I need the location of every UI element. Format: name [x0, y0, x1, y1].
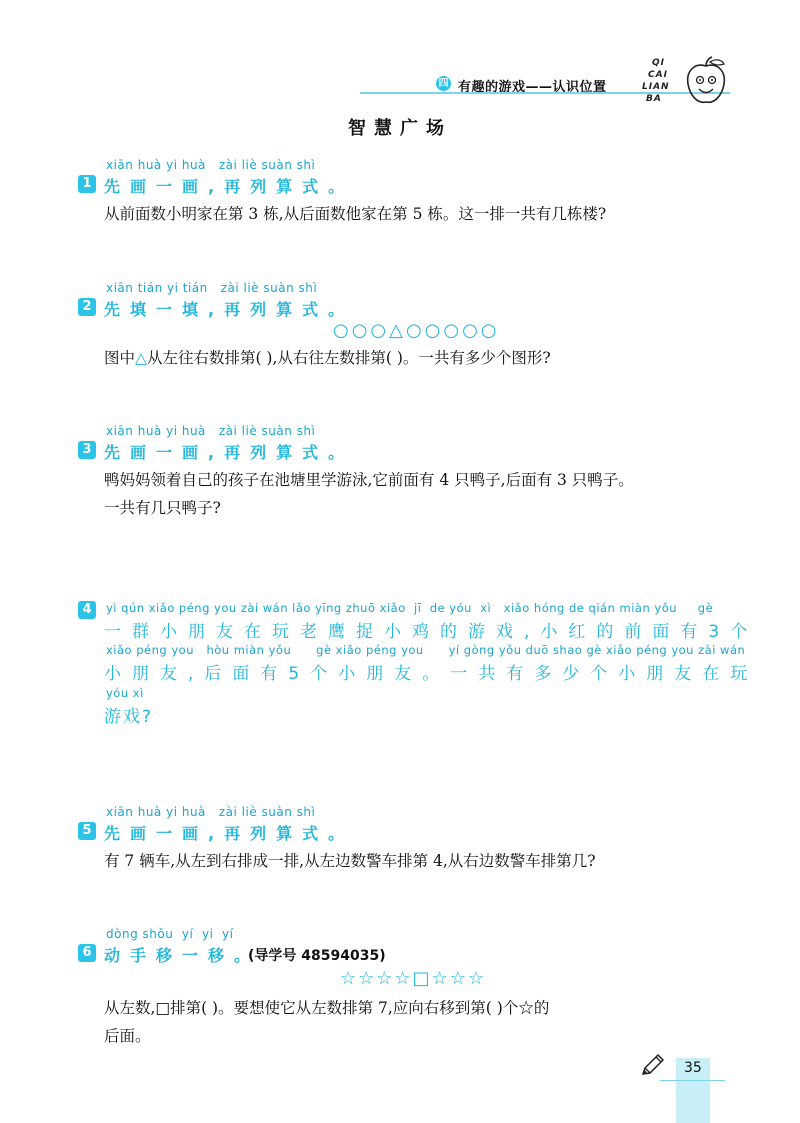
question-text: 一共有几只鸭子?	[104, 499, 221, 517]
logo	[640, 52, 730, 114]
logo-text-line: LIAN	[642, 82, 670, 92]
chapter-number-badge: 四	[436, 76, 451, 91]
question-text	[104, 346, 551, 368]
apple-mascot-icon	[684, 56, 728, 106]
question-number: 5	[78, 822, 96, 840]
question-number: 3	[78, 441, 96, 459]
question-text: 一群小朋友在玩老鹰捉小鸡的游戏,小红的前面有3个	[104, 622, 759, 642]
question-number: 1	[78, 175, 96, 193]
logo-text-line: QI	[652, 58, 665, 68]
question-text: 后面。	[104, 1027, 151, 1045]
pencil-icon	[640, 1052, 666, 1078]
page-number: 35	[684, 1060, 702, 1076]
pinyin-line: xiān huà yi huà zài liè suàn shì	[106, 805, 316, 819]
question-instruction: 先画一画,再列算式。	[104, 824, 355, 843]
question-instruction: 动手移一移。	[104, 946, 261, 965]
pinyin-line: dòng shǒu yí yi yí	[106, 927, 234, 941]
question-text: 游戏?	[104, 707, 154, 727]
question-text-part: 图中	[104, 349, 136, 367]
chapter-title: 有趣的游戏——认识位置	[458, 80, 607, 95]
question-number: 6	[78, 944, 96, 962]
shape-sequence: ○○○△○○○○○	[333, 320, 500, 341]
triangle-icon: △	[135, 349, 147, 367]
question-instruction: 先填一填,再列算式。	[104, 300, 355, 319]
guide-reference-number: (导学号 48594035)	[248, 948, 386, 964]
question-text: 从前面数小明家在第 3 栋,从后面数他家在第 5 栋。这一排一共有几栋楼?	[104, 205, 607, 223]
page-title: 智慧广场	[348, 118, 452, 139]
question-text: 小朋友,后面有5个小朋友。一共有多少个小朋友在玩	[104, 664, 759, 684]
question-number: 2	[78, 298, 96, 316]
footer-divider	[660, 1080, 725, 1081]
pinyin-line: xiān tián yi tián zài liè suàn shì	[106, 281, 318, 295]
logo-text-line: CAI	[648, 70, 668, 80]
logo-text-line: BA	[646, 94, 662, 104]
pinyin-line: yóu xì	[106, 686, 144, 700]
question-instruction: 先画一画,再列算式。	[104, 177, 355, 196]
question-text: 从左数,□排第( )。要想使它从左数排第 7,应向右移到第( )个☆的	[104, 999, 550, 1017]
pinyin-line: xiǎo péng you hòu miàn yǒu gè xiǎo péng you yí gòng yǒu duō shao gè xiǎo péng you zài wán	[106, 643, 746, 657]
question-text-part: 从左往右数排第( ),从右往左数排第( )。一共有多少个图形?	[146, 349, 551, 367]
pinyin-line: xiān huà yi huà zài liè suàn shì	[106, 158, 316, 172]
star-sequence: ☆☆☆☆□☆☆☆	[340, 968, 486, 989]
question-text: 有 7 辆车,从左到右排成一排,从左边数警车排第 4,从右边数警车排第几?	[104, 852, 596, 870]
question-number: 4	[78, 601, 96, 619]
question-instruction: 先画一画,再列算式。	[104, 443, 355, 462]
pinyin-line: yì qún xiǎo péng you zài wán lǎo yīng zhuō xiǎo jī de yóu xì xiǎo hóng de qián miàn yǒu gè	[106, 601, 714, 615]
pinyin-line: xiān huà yi huà zài liè suàn shì	[106, 424, 316, 438]
question-text: 鸭妈妈领着自己的孩子在池塘里学游泳,它前面有 4 只鸭子,后面有 3 只鸭子。	[104, 471, 634, 489]
